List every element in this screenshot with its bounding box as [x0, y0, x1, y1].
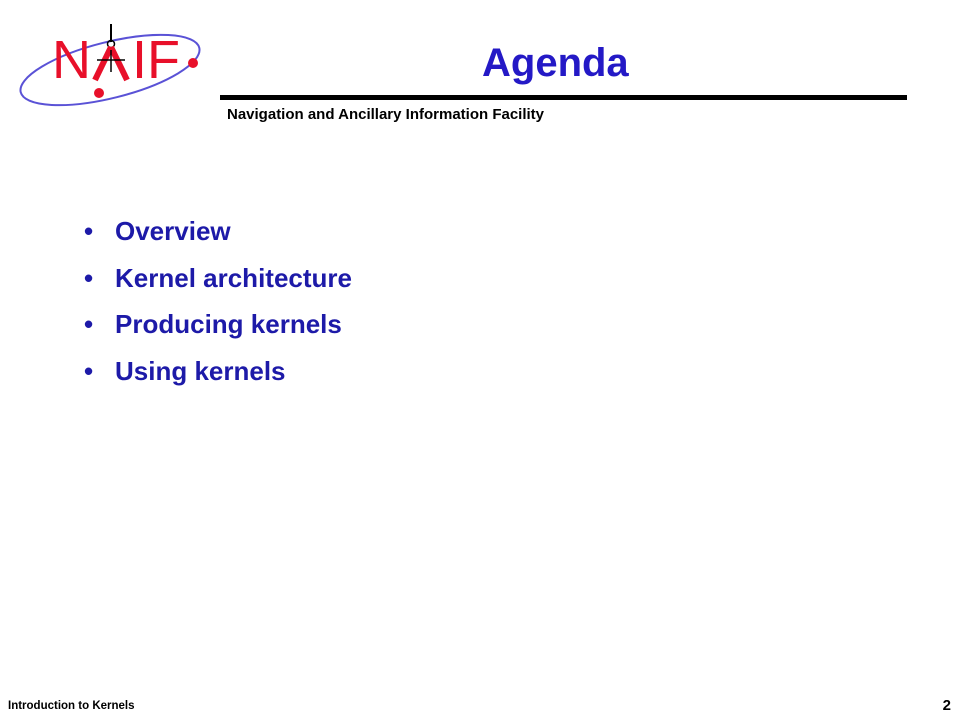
agenda-item-label: Overview: [115, 216, 231, 247]
organization-name: Navigation and Ancillary Information Facility: [227, 106, 544, 123]
svg-text:N: N: [52, 30, 91, 90]
footer-section-title: Introduction to Kernels: [8, 700, 135, 712]
agenda-list: [84, 208, 352, 394]
slide-title: Agenda: [482, 41, 629, 85]
bullet-icon: •: [84, 216, 94, 247]
agenda-item: [84, 208, 352, 255]
agenda-item-label: Producing kernels: [115, 309, 342, 340]
page-number: 2: [942, 697, 951, 714]
header-divider: [220, 95, 907, 100]
agenda-item-label: Using kernels: [115, 355, 286, 386]
bullet-icon: •: [84, 309, 94, 340]
bullet-icon: •: [84, 262, 94, 293]
agenda-item: [84, 255, 352, 302]
agenda-item-label: Kernel architecture: [115, 262, 352, 293]
bullet-icon: •: [84, 355, 94, 386]
svg-text:IF: IF: [132, 30, 180, 90]
agenda-item: [84, 301, 352, 348]
naif-logo: [0, 0, 230, 115]
agenda-item: [84, 348, 352, 395]
